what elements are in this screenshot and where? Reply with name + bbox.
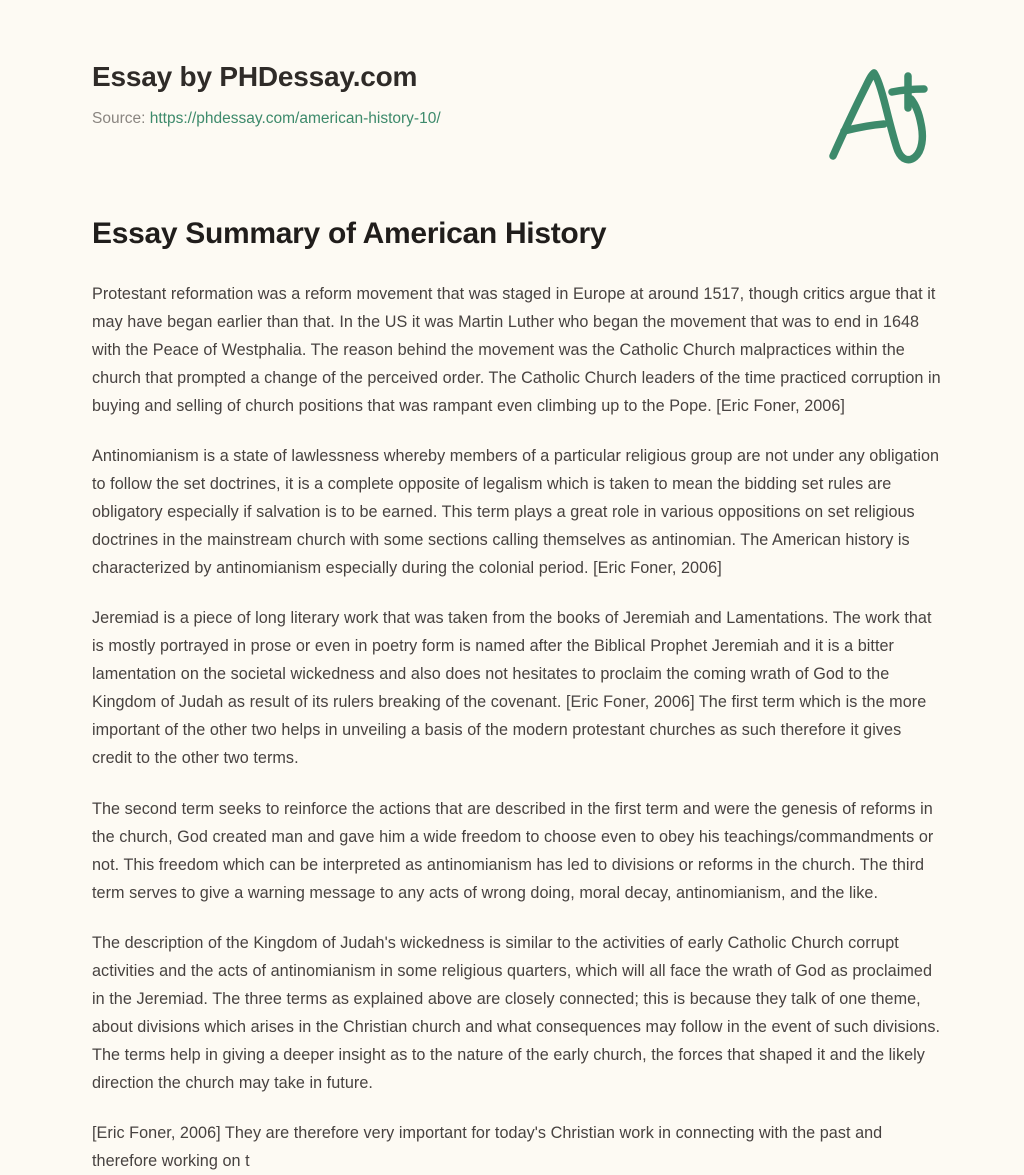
article-body xyxy=(0,252,1024,1175)
page-header xyxy=(0,0,1024,150)
paragraph: Protestant reformation was a reform movement that was staged in Europe at around 1517, though critics argue that it may have began earlier than that. In the US it was Martin Luther who began the movement that was to end in 1648 with the Peace of Westphalia. The reason behind the movement was the Catholic Church malpractices within the church that prompted a change of the perceived order. The Catholic Church leaders of the time practiced corruption in buying and selling of church positions that was rampant even climbing up to the Pope. [Eric Foner, 2006] xyxy=(92,285,941,416)
page-title: Essay Summary of American History xyxy=(92,217,607,250)
source-url-link[interactable]: https://phdessay.com/american-history-10/ xyxy=(149,109,441,127)
paragraph: Jeremiad is a piece of long literary work that was taken from the books of Jeremiah and Lamentations. The work that is mostly portrayed in prose or even in poetry form is named after the Biblical Prophet Jeremiah and it is a bitter lamentation on the societal wickedness and also does not hesitates to proclaim the coming wrath of God to the Kingdom of Judah as result of its rulers breaking of the covenant. [Eric Foner, 2006] The first term which is the more important of the other two helps in unveiling a basis of the modern protestant churches as such therefore it gives credit to the other two terms. xyxy=(92,609,932,768)
paragraph: Antinomianism is a state of lawlessness whereby members of a particular religious group are not under any obligation to follow the set doctrines, it is a complete opposite of legalism which is taken to mean the bidding set rules are obligatory especially if salvation is to be earned. This term plays a great role in various oppositions on set religious doctrines in the mainstream church with some sections calling themselves as antinomian. The American history is characterized by antinomianism especially during the colonial period. [Eric Foner, 2006] xyxy=(92,447,940,578)
source-label: Source: xyxy=(92,109,146,127)
a-plus-logo-icon xyxy=(816,52,936,167)
brand-title: Essay by PHDessay.com xyxy=(92,61,418,92)
paragraph: [Eric Foner, 2006] They are therefore very important for today's Christian work in connecting with the past and therefore working on t xyxy=(92,1123,883,1170)
paragraph: The description of the Kingdom of Judah's wickedness is similar to the activities of early Catholic Church corrupt activities and the acts of antinomianism in some religious quarters, which will all face the wrath of God as proclaimed in the Jeremiad. The three terms as explained above are closely connected; this is because they talk of one theme, about divisions which arises in the Christian church and what consequences may follow in the event of such divisions. The terms help in giving a deeper insight as to the nature of the early church, the forces that shaped it and the likely direction the church may take in future. xyxy=(92,933,941,1092)
paragraph: The second term seeks to reinforce the actions that are described in the first term and were the genesis of reforms in the church, God created man and gave him a wide freedom to choose even to obey his teachings/commandments or not. This freedom which can be interpreted as antinomianism has led to divisions or reforms in the church. The third term serves to give a warning message to any acts of wrong doing, moral decay, antinomianism, and the like. xyxy=(92,799,934,902)
